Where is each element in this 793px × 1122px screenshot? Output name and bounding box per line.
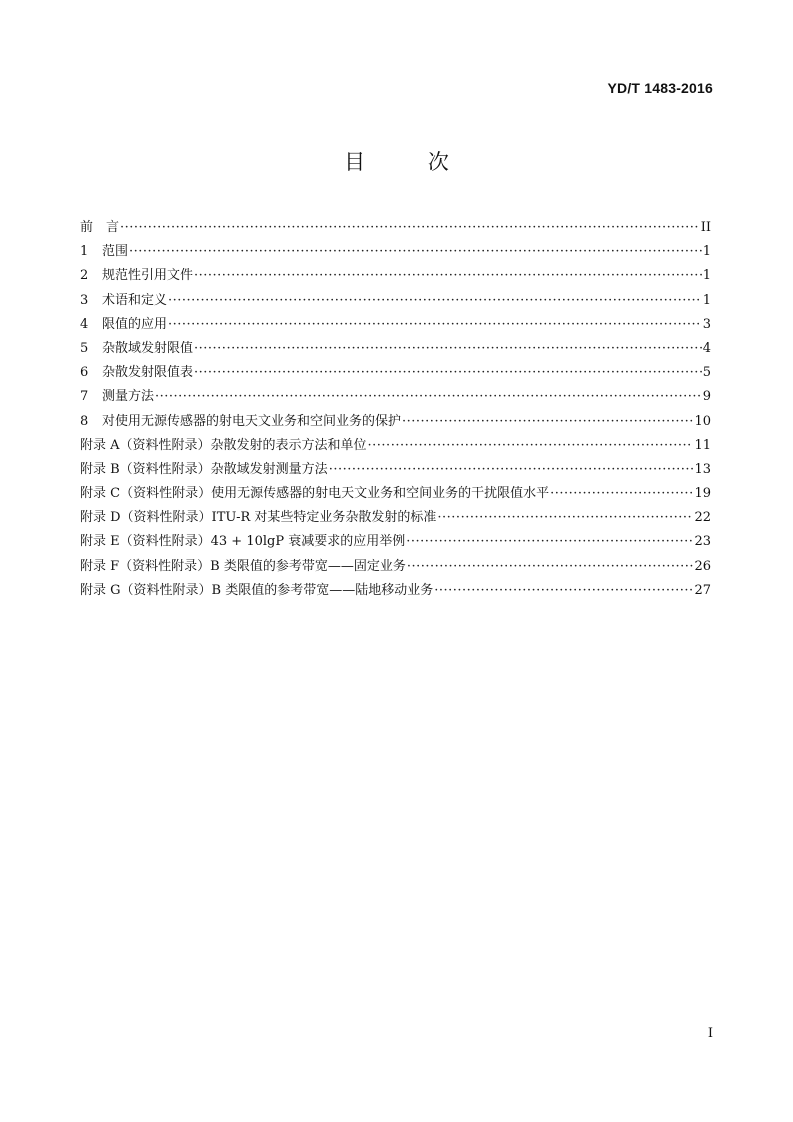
toc-entry-page: 27	[694, 582, 711, 598]
toc-entry-text: 测量方法	[102, 389, 155, 405]
toc-dot-leader	[437, 510, 693, 525]
toc-dot-leader	[194, 341, 702, 356]
toc-entry-page: 1	[702, 292, 711, 308]
toc-entry-8[interactable]	[80, 410, 711, 434]
toc-entry-number: 8	[80, 413, 89, 429]
toc-entry-number: 3	[80, 292, 89, 308]
toc-entry-page: 11	[694, 437, 711, 453]
toc-dot-leader	[194, 268, 702, 283]
toc-entry-page: 10	[694, 413, 711, 429]
toc-entry-number: 5	[80, 340, 89, 356]
toc-entry-foreword[interactable]	[80, 216, 711, 240]
toc-entry-page: 5	[702, 365, 711, 381]
toc-entry-number: 6	[80, 365, 89, 381]
toc-entry-annex-c[interactable]	[80, 482, 711, 506]
toc-entry-text: 附录 A（资料性附录）杂散发射的表示方法和单位	[80, 437, 367, 453]
toc-entry-7[interactable]	[80, 385, 711, 409]
toc-entry-text: 对使用无源传感器的射电天文业务和空间业务的保护	[102, 413, 402, 429]
toc-entry-5[interactable]	[80, 337, 711, 361]
toc-dot-leader	[434, 583, 693, 598]
toc-dot-leader	[155, 389, 702, 404]
toc-entry-text: 前 言	[80, 220, 120, 235]
toc-entry-annex-e[interactable]	[80, 530, 711, 554]
toc-entry-number: 7	[80, 389, 89, 405]
toc-entry-annex-b[interactable]	[80, 458, 711, 482]
toc-entry-text: 附录 F（资料性附录）B 类限值的参考带宽——固定业务	[80, 558, 406, 574]
toc-entry-text: 术语和定义	[102, 292, 168, 308]
toc-dot-leader	[168, 317, 702, 332]
toc-title: 目 次	[344, 150, 477, 174]
toc-entry-text: 杂散域发射限值	[102, 340, 194, 356]
toc-dot-leader	[168, 293, 702, 308]
toc-dot-leader	[550, 486, 693, 501]
toc-entry-page: 1	[702, 244, 711, 260]
toc-entry-page: 23	[694, 534, 711, 550]
toc-entry-number: 1	[80, 244, 89, 260]
toc-entry-annex-d[interactable]	[80, 506, 711, 530]
toc-entry-text: 附录 B（资料性附录）杂散域发射测量方法	[80, 461, 328, 477]
toc-entry-number: 4	[80, 316, 89, 332]
toc-dot-leader	[407, 559, 694, 574]
toc-entry-text: 限值的应用	[102, 316, 168, 332]
toc-entry-text: 范围	[102, 244, 129, 260]
document-code: YD/T 1483-2016	[607, 80, 713, 96]
toc-entry-annex-g[interactable]	[80, 579, 711, 603]
toc-entry-3[interactable]	[80, 289, 711, 313]
toc-entry-annex-f[interactable]	[80, 555, 711, 579]
toc-entry-1[interactable]	[80, 240, 711, 264]
toc-entry-page: 4	[702, 340, 711, 356]
toc-entry-page: 19	[694, 486, 711, 502]
toc-entry-4[interactable]	[80, 313, 711, 337]
toc-dot-leader	[129, 244, 702, 259]
page-number: I	[707, 1026, 713, 1041]
toc-entry-page: 22	[694, 510, 711, 526]
toc-entry-text: 杂散发射限值表	[102, 365, 194, 381]
toc-entry-page: II	[700, 220, 711, 235]
toc-entry-6[interactable]	[80, 361, 711, 385]
toc-entry-page: 26	[694, 558, 711, 574]
toc-entry-text: 附录 D（资料性附录）ITU-R 对某些特定业务杂散发射的标准	[80, 510, 437, 526]
toc-entry-annex-a[interactable]	[80, 434, 711, 458]
toc-entry-text: 附录 C（资料性附录）使用无源传感器的射电天文业务和空间业务的干扰限值水平	[80, 486, 550, 502]
toc-entry-text: 附录 E（资料性附录）43 + 10lgP 衰减要求的应用举例	[80, 534, 406, 550]
toc-dot-leader	[406, 534, 693, 549]
toc-dot-leader	[194, 365, 702, 380]
toc-entry-page: 9	[702, 389, 711, 405]
table-of-contents	[80, 216, 711, 603]
toc-dot-leader	[368, 438, 694, 453]
toc-entry-number: 2	[80, 268, 89, 284]
toc-entry-page: 1	[702, 268, 711, 284]
toc-entry-2[interactable]	[80, 264, 711, 288]
toc-entry-page: 13	[694, 461, 711, 477]
toc-entry-page: 3	[702, 316, 711, 332]
toc-entry-text: 附录 G（资料性附录）B 类限值的参考带宽——陆地移动业务	[80, 582, 434, 598]
toc-dot-leader	[329, 462, 694, 477]
toc-entry-text: 规范性引用文件	[102, 268, 194, 284]
toc-dot-leader	[402, 414, 693, 429]
toc-dot-leader	[120, 220, 700, 235]
